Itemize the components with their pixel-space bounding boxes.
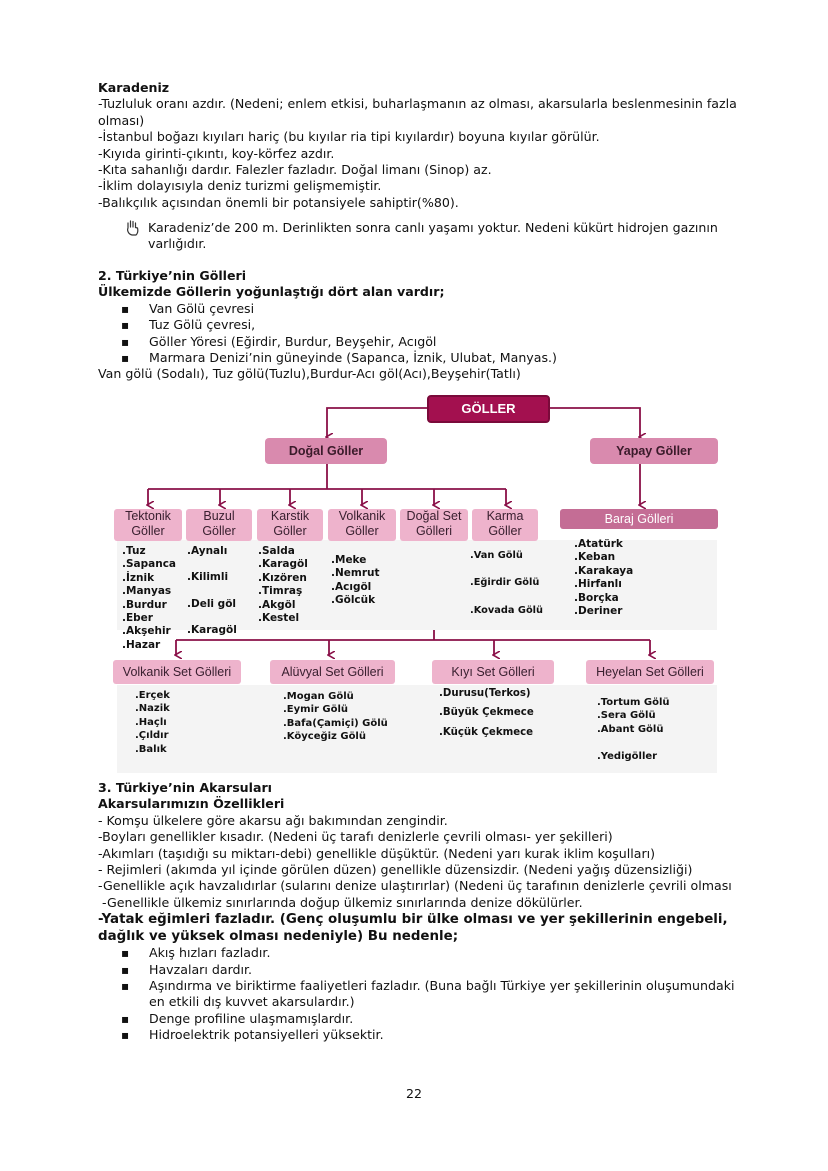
aluvyal-set-box: Alüvyal Set Gölleri — [270, 660, 395, 684]
karadeniz-line: -Kıyıda girinti-çıkıntı, koy-körfez azdır. — [98, 145, 335, 161]
akarsu-line: -Genellikle açık havzalıdırlar (sularını denize ulaştırırlar) (Nedeni üç tarafının denizlerle çevrili olması — [98, 878, 732, 894]
list-item: .Tortum Gölü — [597, 697, 670, 708]
list-item: .Salda — [258, 545, 295, 557]
list-item: ▪ Göller Yöresi (Eğirdir, Burdur, Beyşehir, Acıgöl — [98, 334, 738, 350]
list-item: .Büyük Çekmece — [439, 707, 534, 719]
list-item: .Küçük Çekmece — [439, 726, 534, 738]
dogal-goller-box: Doğal Göller — [265, 438, 387, 464]
akarsu-line: -Akımları (taşıdığı su miktarı-debi) genellikle düşüktür. (Nedeni yarı kurak iklim koşulları) — [98, 845, 656, 861]
karma-box — [472, 509, 538, 541]
list-item: .Kilimli — [187, 571, 229, 584]
list-item: .Akgöl — [258, 598, 296, 611]
box-label: Göller — [273, 524, 307, 538]
list-item: .Timraş — [258, 585, 303, 598]
kiyi-set-box: Kıyı Set Gölleri — [432, 660, 554, 684]
goller-root-box: GÖLLER — [427, 395, 550, 423]
list-item: .Eber — [122, 612, 153, 625]
akarsu-line: - Rejimleri (akımda yıl içinde görülen düzen) genellikle düzensizdir. (Nedeni yağış düzensizliği) — [98, 862, 693, 878]
list-item: .Manyas — [122, 585, 172, 598]
list-item: ▪ Aşındırma ve biriktirme faaliyetleri fazladır. (Buna bağlı Türkiye yer şekillerinin oluşumundaki en etkili dış kuvvet akarsulardır.) — [98, 978, 738, 1011]
list-item: .İznik — [122, 571, 155, 584]
list-item: .Hirfanlı — [574, 578, 622, 591]
list-item: .Köyceğiz Gölü — [283, 731, 366, 743]
akarsu-line: -Boyları genellikler kısadır. (Nedeni üç tarafı denizlerle çevrili olması- yer şekilleri) — [98, 829, 613, 845]
list-item: .Tuz — [122, 545, 146, 557]
goller-heading: 2. Türkiye’nin Gölleri — [98, 268, 247, 283]
box-label: Göller — [202, 524, 236, 538]
box-label: Doğal Set — [406, 509, 462, 523]
akarsu-subheading: Akarsularımızın Özellikleri — [98, 796, 285, 812]
karadeniz-title: Karadeniz — [98, 80, 170, 95]
buzul-box — [186, 509, 252, 541]
list-item: .Keban — [574, 551, 616, 564]
list-item: .Kovada Gölü — [470, 604, 544, 616]
list-item: .Sapanca — [122, 558, 177, 571]
goller-summary: Van gölü (Sodalı), Tuz gölü(Tuzlu),Burdur-Acı göl(Acı),Beyşehir(Tatlı) — [98, 366, 521, 382]
list-item: ▪ Denge profiline ulaşmamışlardır. — [98, 1011, 738, 1027]
list-item: .Meke — [331, 554, 367, 566]
dogal-set-box — [400, 509, 468, 541]
box-label: Göller — [488, 524, 522, 538]
list-item: .Karakaya — [574, 564, 634, 577]
volkanik-set-list — [135, 689, 170, 756]
list-item: .Yedigöller — [597, 751, 658, 763]
akarsu-line: - Komşu ülkelere göre akarsu ağı bakımından zengindir. — [98, 812, 448, 828]
list-item: .Sera Gölü — [597, 710, 656, 722]
heyelan-set-list — [597, 696, 670, 764]
akarsu-line: -Genellikle ülkemiz sınırlarında doğup ülkemiz sınırlarında denize dökülürler. — [98, 894, 583, 910]
karstik-list — [258, 545, 308, 625]
karma-list — [470, 549, 543, 617]
list-item: .Mogan Gölü — [283, 691, 354, 702]
list-item: .Acıgöl — [331, 580, 372, 593]
list-item: ▪ Hidroelektrik potansiyelleri yüksektir. — [98, 1027, 738, 1043]
box-label: Karstik — [270, 509, 310, 523]
karadeniz-line: -İstanbul boğazı kıyıları hariç (bu kıyılar ria tipi kıyılardır) boyuna kıyılar görülür. — [98, 129, 600, 145]
box-label: Göller — [131, 524, 165, 538]
list-item: .Karagöl — [187, 624, 237, 637]
list-item: .Durusu(Terkos) — [439, 688, 531, 699]
list-item: .Eymir Gölü — [283, 704, 349, 716]
list-item: .Atatürk — [574, 538, 623, 550]
aluvyal-set-list — [283, 690, 388, 744]
list-item: .Karagöl — [258, 558, 308, 571]
box-label: Göller — [345, 524, 379, 538]
karadeniz-line: -Kıta sahanlığı dardır. Falezler fazladır. Doğal limanı (Sinop) az. — [98, 162, 492, 178]
volkanik-box — [328, 509, 396, 541]
yapay-goller-box: Yapay Göller — [590, 438, 718, 464]
kiyi-set-list — [439, 687, 534, 739]
box-label: Karma — [486, 509, 524, 523]
karstik-box — [257, 509, 323, 541]
box-label: Gölleri — [415, 524, 453, 538]
list-item: .Balık — [135, 743, 167, 755]
list-item: .Aynalı — [187, 545, 228, 557]
note-text: Karadeniz’de 200 m. Derinlikten sonra canlı yaşamı yoktur. Nedeni kükürt hidrojen gazının varlığıdır. — [148, 220, 718, 252]
karadeniz-line: olması) — [98, 112, 145, 128]
list-item: .Nazik — [135, 703, 170, 715]
list-item: ▪ Havzaları dardır. — [98, 962, 738, 978]
list-item: .Akşehir — [122, 625, 171, 638]
list-item: .Hazar — [122, 638, 161, 651]
list-item: .Çıldır — [135, 730, 169, 742]
list-item: .Deriner — [574, 605, 623, 618]
akarsu-section — [98, 780, 738, 1044]
list-item: .Erçek — [135, 690, 170, 701]
volkanik-set-box: Volkanik Set Gölleri — [113, 660, 241, 684]
list-item: ▪ Marmara Denizi’nin güneyinde (Sapanca, İznik, Ulubat, Manyas.) — [98, 350, 738, 366]
list-item: .Deli göl — [187, 597, 237, 610]
list-item: ▪ Akış hızları fazladır. — [98, 945, 738, 961]
list-item: .Abant Gölü — [597, 723, 664, 735]
buzul-list — [187, 545, 237, 638]
karadeniz-line: -İklim dolayısıyla deniz turizmi gelişmemiştir. — [98, 178, 382, 194]
heyelan-set-box: Heyelan Set Gölleri — [586, 660, 714, 684]
akarsu-list — [98, 945, 738, 1043]
baraj-box: Baraj Gölleri — [560, 509, 718, 529]
list-item: .Burdur — [122, 598, 167, 611]
box-label: Buzul — [203, 509, 235, 523]
list-item: ▪ Tuz Gölü çevresi, — [98, 317, 738, 333]
list-item: .Eğirdir Gölü — [470, 577, 540, 589]
akarsu-heading: 3. Türkiye’nin Akarsuları — [98, 780, 272, 795]
list-item: .Borçka — [574, 591, 619, 604]
box-label: Tektonik — [125, 509, 171, 523]
volkanik-list — [331, 554, 380, 608]
goller-subheading: Ülkemizde Göllerin yoğunlaştığı dört alan vardır; — [98, 284, 445, 300]
tektonik-list — [122, 545, 176, 652]
list-item: .Haçlı — [135, 716, 167, 728]
list-item: .Kestel — [258, 612, 300, 625]
baraj-list — [574, 538, 633, 618]
list-item: ▪ Van Gölü çevresi — [98, 301, 738, 317]
box-label: Volkanik — [338, 509, 386, 523]
list-item: .Gölcük — [331, 594, 376, 607]
list-item: .Bafa(Çamiçi) Gölü — [283, 717, 388, 729]
tektonik-box — [114, 509, 182, 541]
page-number: 22 — [405, 1086, 423, 1101]
akarsu-bold-statement: -Yatak eğimleri fazladır. (Genç oluşumlu bir ülke olması ve yer şekillerinin engebeli, dağlık ve yüksek olması nedeniyle) Bu nedenle; — [98, 912, 728, 945]
list-item: .Nemrut — [331, 567, 380, 580]
karadeniz-line: -Balıkçılık açısından önemli bir potansiyele sahiptir(%80). — [98, 194, 459, 210]
list-item: .Van Gölü — [470, 550, 523, 561]
list-item: .Kızören — [258, 571, 307, 584]
karadeniz-line: -Tuzluluk oranı azdır. (Nedeni; enlem etkisi, buharlaşmanın az olması, akarsularla beslenmesinin fazla — [98, 96, 737, 112]
